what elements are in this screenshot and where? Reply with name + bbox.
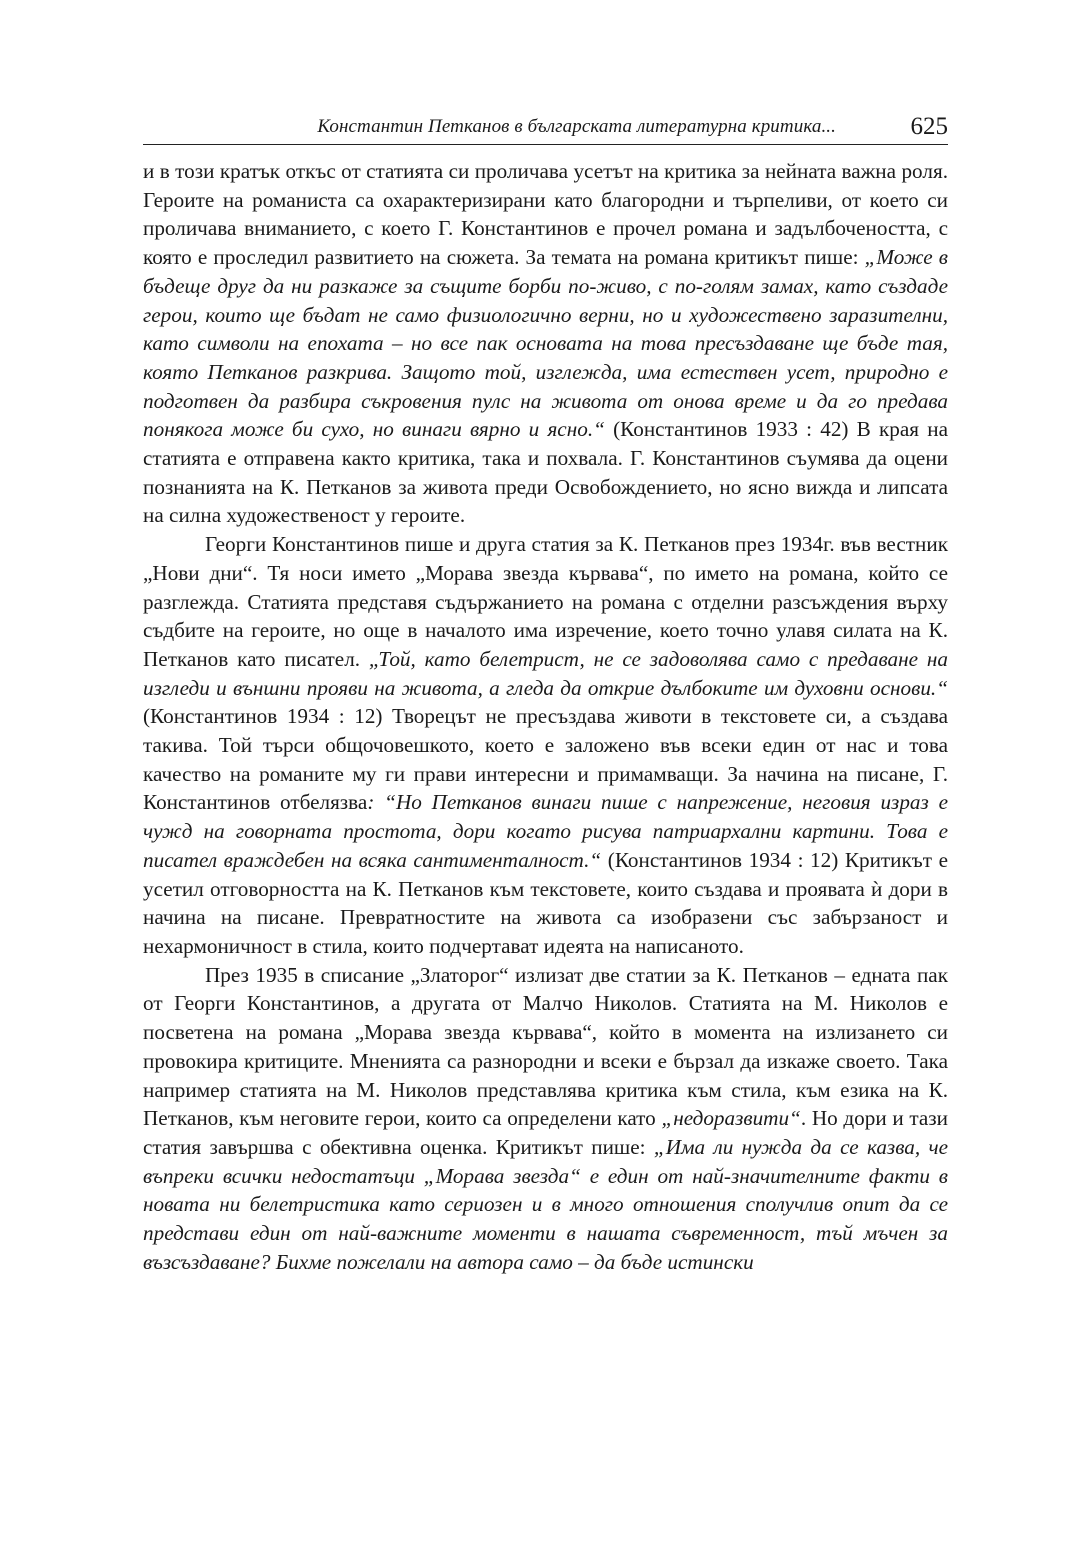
page-number: 625 [910, 113, 948, 140]
quote-segment: „Има ли нужда да се казва, че въпреки всички недостатъци „Морава звезда“ е един от най-значителните факти в новата ни белетристика като сериозен и в много отношения сполучлив опит да се представи един от най-важните моменти в нашата съвременност, тъй мъчен за възсъздаване? Бихме пожелали на автора само – да бъде истински [143, 1134, 948, 1274]
paragraph-3 [143, 961, 948, 1277]
text-segment: (Константинов 1934 : 12) Критикът е усетил отговорността на К. Петканов към текстовете, които създава и проявата ѝ дори в начина на писане. Превратностите на живота са изобразени със забързаност и нехармоничност в стила, които подчертават идеята на написаното. [143, 847, 948, 958]
text-segment: (Константинов 1934 : 12) Творецът не пресъздава животи в текстовете си, а създава такива. Той търси общочовешкото, което е заложено във всеки един от нас и това качество на романите му ги прави интересни и примамващи. За начина на писане, Г. Константинов отбелязва [143, 704, 948, 815]
book-page [143, 108, 948, 1276]
text-segment: Георги Константинов пише и друга статия за К. Петканов през 1934г. във вестник „Нови дни“. Тя носи името „Морава звезда кървава“, по името на романа, който се разглежда. Статията представя съдържанието на романа с отделни разсъждения върху съдбите на героите, но още в началото има изречение, което точно улавя силата на К. Петканов като писател. [143, 532, 948, 671]
text-segment: (Константинов 1933 : 42) В края на статията е отправена както критика, така и похвала. Г. Константинов съумява да оцени познанията на К. Петканов за живота преди Освобождението, но ясно вижда и липсата на силна художественост у героите. [143, 417, 948, 528]
running-title: Константин Петканов в българската литературна критика... [317, 116, 836, 137]
quote-segment: „недоразвити“ [661, 1106, 801, 1131]
running-header [143, 108, 948, 145]
text-segment: През 1935 в списание „Златорог“ излизат две статии за К. Петканов – едната пак от Георги Константинов, а другата от Малчо Николов. Статията на М. Николов е посветена на романа „Морава звезда кървава“, който в момента на излизането си провокира критиците. Мненията са разнородни и всеки е бързал да изкаже своето. Така например статията на М. Николов представлява критика към стила, към езика на К. Петканов, към неговите герои, които са определени като [143, 962, 948, 1131]
quote-segment: : “Но Петканов винаги пише с напрежение, неговия израз е чужд на говорната простота, дори когато рисува патриархални картини. Това е писател враждебен на всяка сантименталност.“ [143, 790, 948, 872]
paragraph-1 [143, 157, 948, 530]
body-text [143, 157, 948, 1276]
text-segment: и в този кратък откъс от статията си проличава усетът на критика за нейната важна роля. Героите на романиста са охарактеризирани като благородни и търпеливи, от което си проличава вниманието, с което Г. Константинов е прочел романа и задълбочеността, с която е проследил развитието на сюжета. За темата на романа критикът пише: [143, 159, 948, 270]
quote-segment: „Той, като белетрист, не се задоволява само с предаване на изгледи и външни прояви на живота, а гледа да открие дълбоките им духовни основи.“ [143, 646, 948, 700]
paragraph-2 [143, 530, 948, 961]
quote-segment: „Може в бъдеще друг да ни разкаже за същите борби по-живо, с по-голям замах, като създаде герои, които ще бъдат не само физиологично верни, но и художествено заразителни, като символи на епохата – но все пак основата на това пресъздаване ще бъде тая, която Петканов разкрива. Защото той, изглежда, има естествен усет, природно е подготвен да разбира съкровения пулс на живота от онова време и да го предава понякога може би сухо, но винаги вярно и ясно.“ [143, 245, 948, 442]
text-segment: . Но дори и тази статия завършва с обективна оценка. Критикът пише: [143, 1106, 948, 1159]
